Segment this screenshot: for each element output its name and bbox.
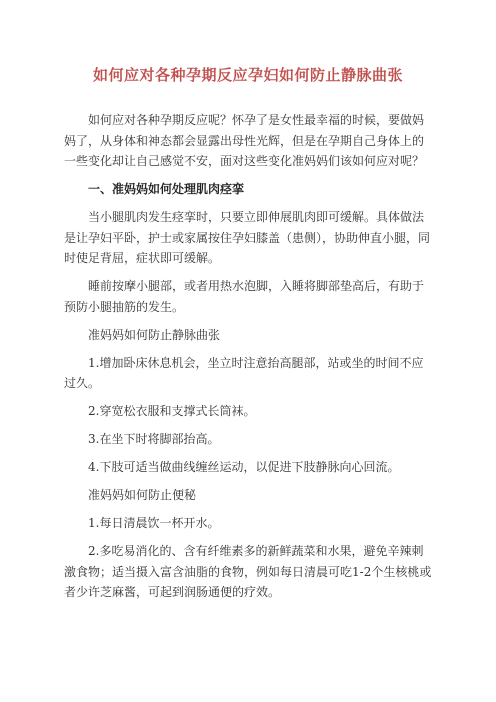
subheading-varicose-veins: 准妈妈如何防止静脉曲张 — [88, 327, 221, 342]
list-item: 2.多吃易消化的、含有纤维素多的新鲜蔬菜和水果，避免辛辣刺激食物；适当摄入富含油脂的食物，例如每日清晨可吃1-2个生核桃或者少许芝麻酱，可起到润肠通便的疗效。 — [64, 544, 432, 599]
section-heading-muscle-cramp: 一、准妈妈如何处理肌肉痉挛 — [88, 182, 245, 196]
list-item: 4.下肢可适当做曲线缠丝运动，以促进下肢静脉向心回流。 — [88, 460, 400, 474]
document-body — [64, 110, 434, 610]
intro-paragraph: 如何应对各种孕期反应呢？怀孕了是女性最幸福的时候，要做妈妈了，从身体和神态都会显露出母性光辉，但是在孕期自己身体上的一些变化却让自己感觉不安，面对这些变化准妈妈们该如何应对呢？ — [64, 113, 425, 168]
list-item: 1.每日清晨饮一杯开水。 — [88, 516, 220, 530]
paragraph: 睡前按摩小腿部，或者用热水泡脚，入睡将脚部垫高后，有助于预防小腿抽筋的发生。 — [64, 279, 425, 314]
list-item: 2.穿宽松衣服和支撑式长筒袜。 — [88, 404, 256, 418]
list-item: 3.在坐下时将脚部抬高。 — [88, 432, 220, 446]
document-title: 如何应对各种孕期反应孕妇如何防止静脉曲张 — [92, 66, 403, 84]
list-item: 1.增加卧床休息机会，坐立时注意抬高腿部，站或坐的时间不应过久。 — [64, 355, 424, 390]
subheading-constipation: 准妈妈如何防止便秘 — [88, 488, 197, 502]
paragraph: 当小腿肌肉发生痉挛时，只要立即伸展肌肉即可缓解。具体做法是让孕妇平卧，护士或家属按住孕妇膝盖（患侧），协助伸直小腿，同时使足背屈，症状即可缓解。 — [64, 210, 431, 265]
